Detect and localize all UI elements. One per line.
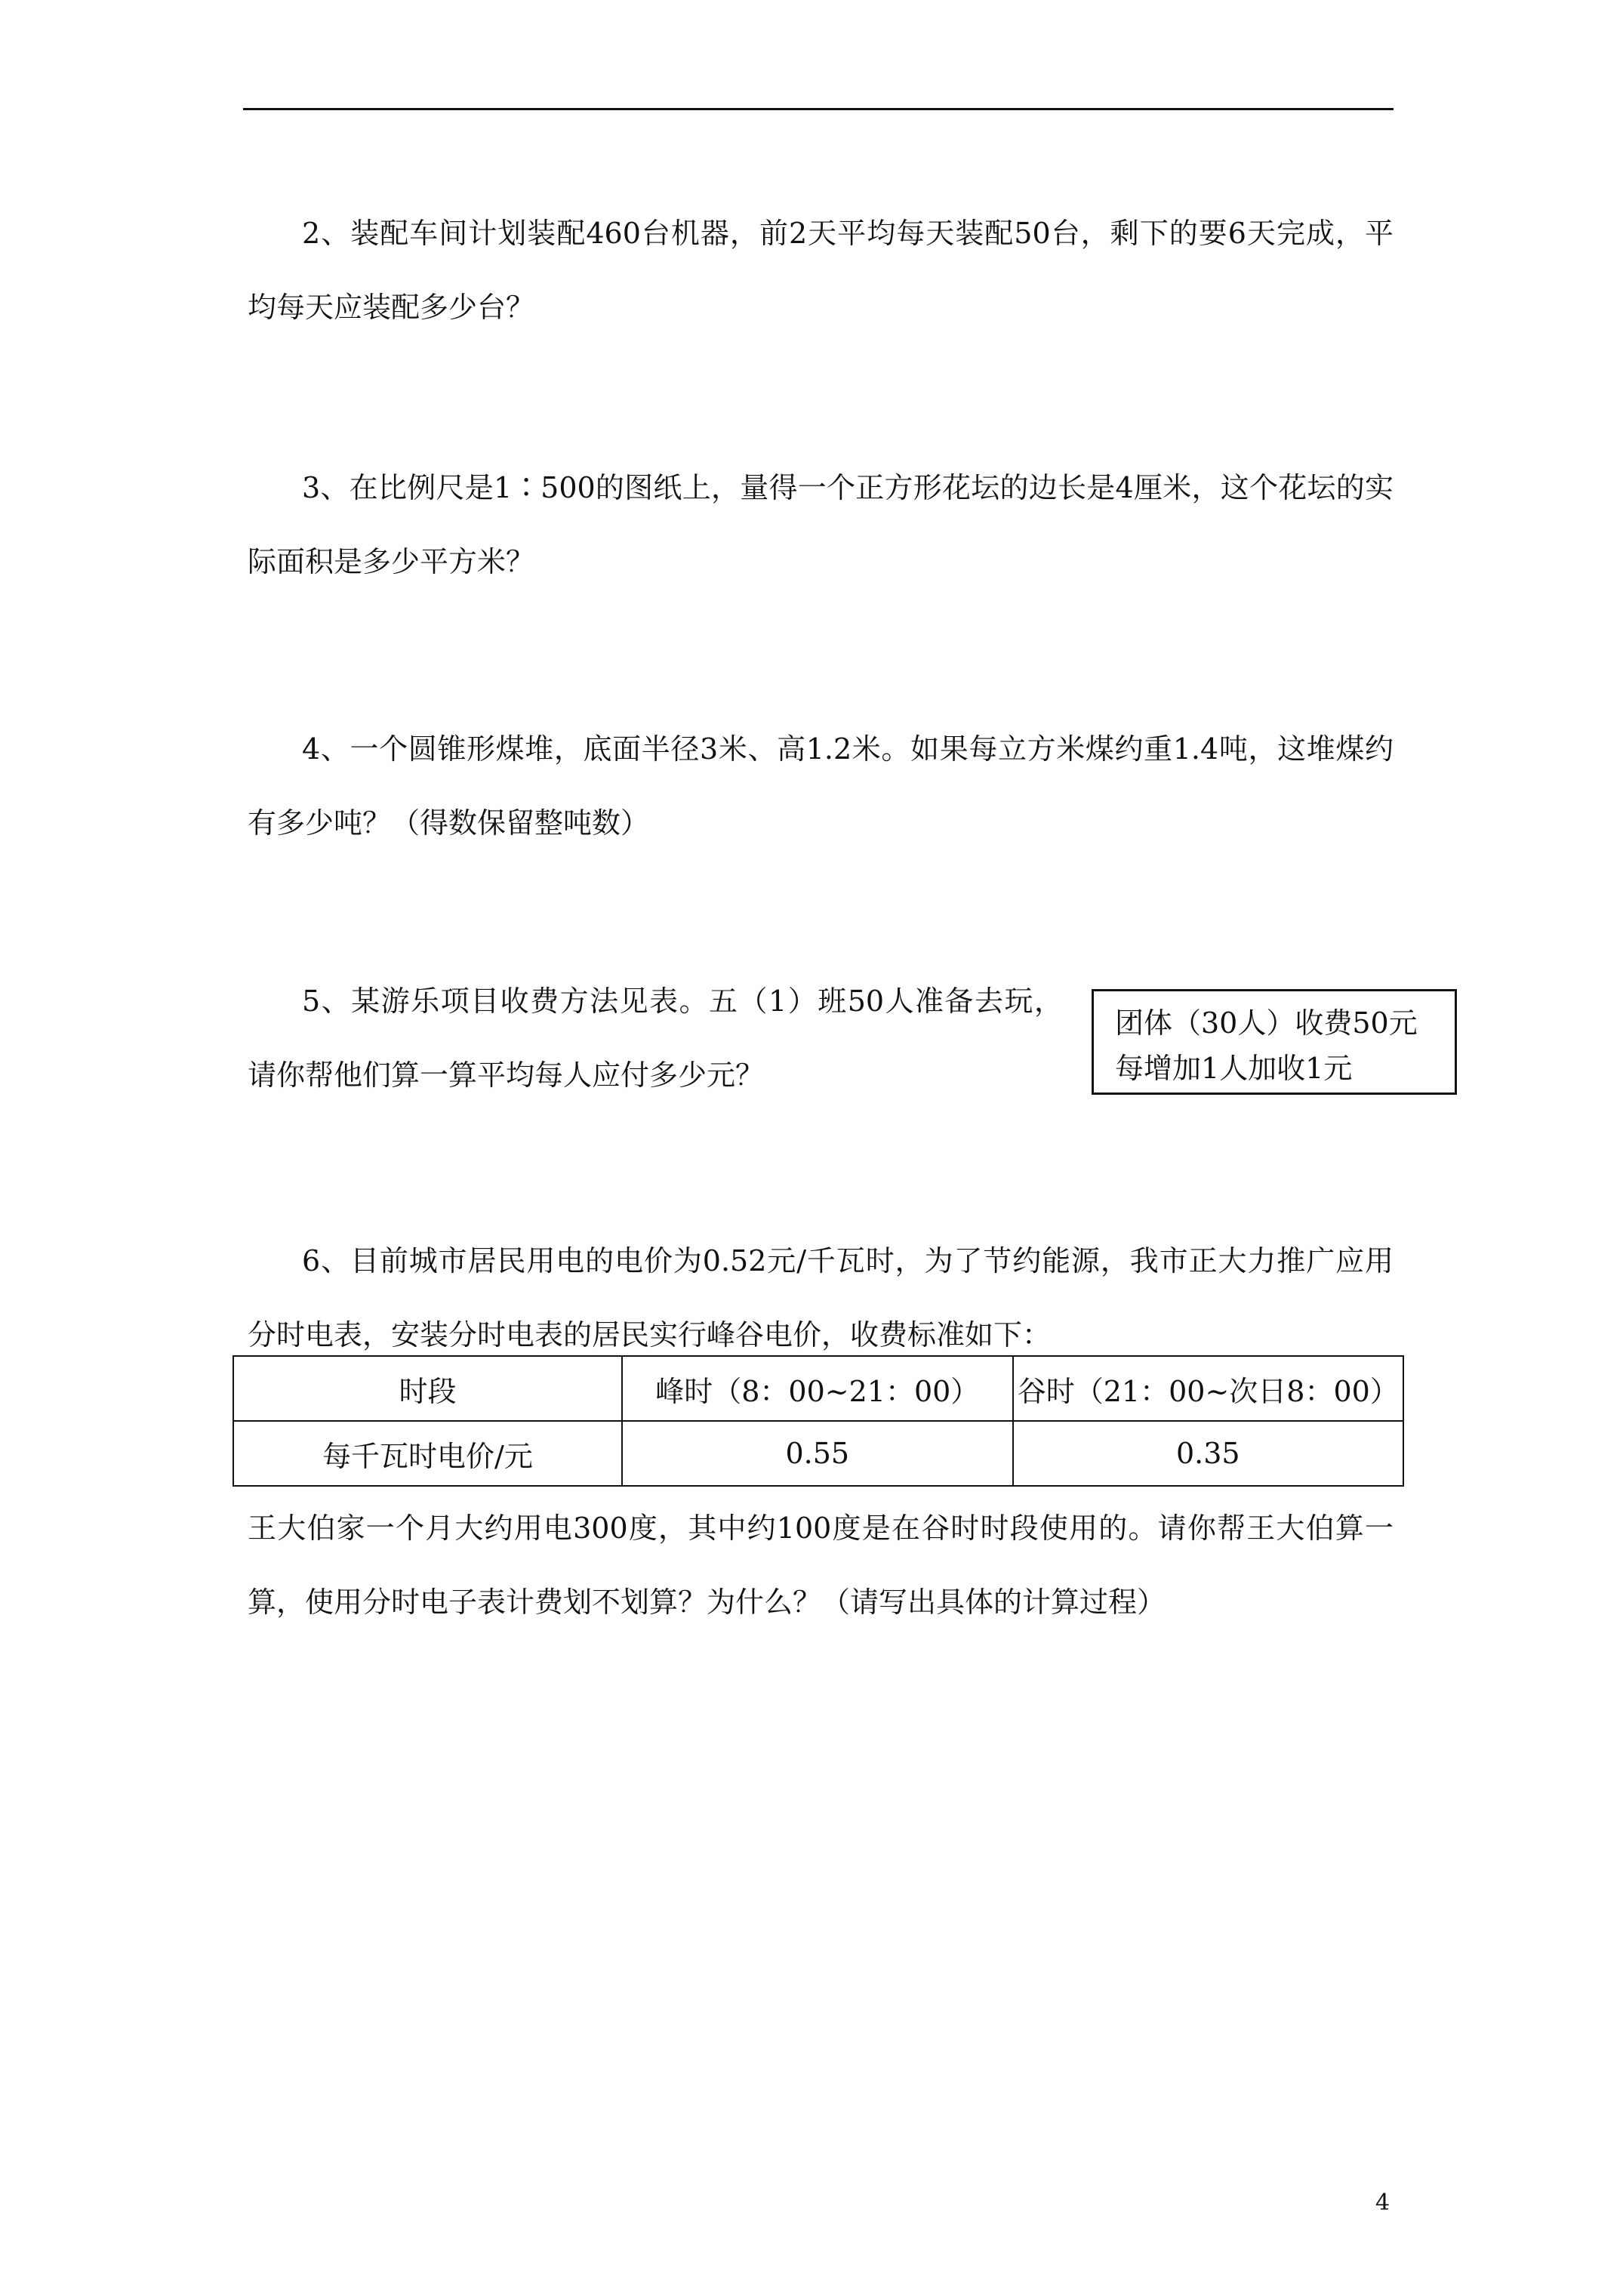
problem-6-question: 王大伯家一个月大约用电300度，其中约100度是在谷时时段使用的。请你帮王大伯算一算，使用分时电子表计费划不划算？为什么？（请写出具体的计算过程）: [248, 1512, 1394, 1619]
cell-valley-price: 0.35: [1013, 1421, 1403, 1486]
problem-5: 5、某游乐项目收费方法见表。五（1）班50人准备去玩，请你帮他们算一算平均每人应付多少元？: [248, 985, 1063, 1092]
header-cell-peak: 峰时（8：00~21：00）: [622, 1356, 1013, 1421]
header-cell-valley: 谷时（21：00~次日8：00）: [1013, 1356, 1403, 1421]
fee-box-line-1: 团体（30人）收费50元: [1115, 1006, 1418, 1040]
row-label-price: 每千瓦时电价/元: [233, 1421, 622, 1486]
problem-3: 3、在比例尺是1∶500的图纸上，量得一个正方形花坛的边长是4厘米，这个花坛的实际面积是多少平方米？: [248, 471, 1394, 578]
header-cell-period: 时段: [233, 1356, 622, 1421]
problem-2: 2、装配车间计划装配460台机器，前2天平均每天装配50台，剩下的要6天完成，平均每天应装配多少台？: [248, 217, 1394, 324]
cell-peak-price: 0.55: [622, 1421, 1013, 1486]
price-table-data-row: [233, 1421, 1403, 1486]
page-number: 4: [1375, 2190, 1390, 2216]
fee-box: [1092, 989, 1457, 1095]
price-table-header-row: [233, 1356, 1403, 1421]
problem-6: 6、目前城市居民用电的电价为0.52元/千瓦时，为了节约能源，我市正大力推广应用分时电表，安装分时电表的居民实行峰谷电价，收费标准如下：: [248, 1244, 1394, 1351]
price-table: [233, 1355, 1404, 1487]
header-rule: [243, 108, 1394, 110]
problem-4: 4、一个圆锥形煤堆，底面半径3米、高1.2米。如果每立方米煤约重1.4吨，这堆煤约有多少吨？（得数保留整吨数）: [248, 732, 1394, 840]
fee-box-line-2: 每增加1人加收1元: [1115, 1052, 1353, 1085]
